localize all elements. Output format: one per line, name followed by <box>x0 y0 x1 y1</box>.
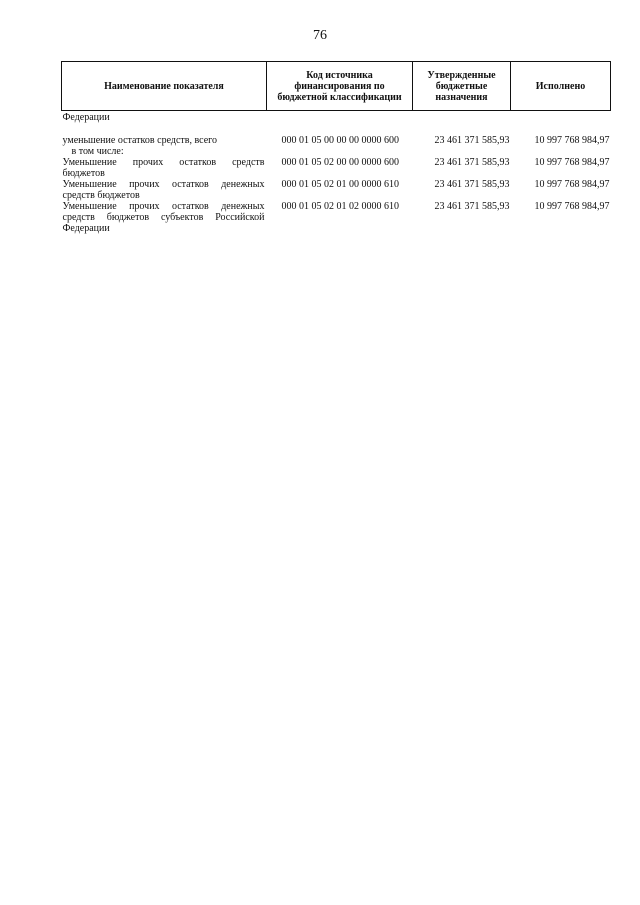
row-executed <box>511 146 611 157</box>
continuation-text: Федерации <box>62 112 110 123</box>
table-row <box>62 135 611 146</box>
row-executed: 10 997 768 984,97 <box>534 135 610 146</box>
row-approved: 23 461 371 585,93 <box>434 179 510 190</box>
budget-sources-table <box>61 61 611 234</box>
table-header <box>62 62 611 111</box>
table-row <box>62 201 611 234</box>
row-executed: 10 997 768 984,97 <box>534 179 610 190</box>
row-name: Уменьшение прочих остатков денежных средств бюджетов <box>62 179 265 201</box>
table-row <box>62 146 611 157</box>
row-spacer <box>62 125 611 135</box>
row-code: 000 01 05 02 00 00 0000 600 <box>281 157 399 168</box>
table-row <box>62 157 611 179</box>
row-code: 000 01 05 00 00 00 0000 600 <box>281 135 399 146</box>
table-body <box>62 111 611 235</box>
row-approved: 23 461 371 585,93 <box>434 135 510 146</box>
row-name: Уменьшение прочих остатков средств бюджетов <box>62 157 265 179</box>
header-executed: Исполнено <box>511 62 611 111</box>
row-approved: 23 461 371 585,93 <box>434 157 510 168</box>
row-executed: 10 997 768 984,97 <box>534 157 610 168</box>
row-name: уменьшение остатков средств, всего <box>62 135 218 146</box>
row-approved: 23 461 371 585,93 <box>434 201 510 212</box>
header-indicator-name: Наименование показателя <box>62 62 267 111</box>
row-executed: 10 997 768 984,97 <box>534 201 610 212</box>
header-classification-code: Код источника финансирования по бюджетной классификации <box>267 62 413 111</box>
page-number: 76 <box>313 28 327 43</box>
row-name: Уменьшение прочих остатков денежных средств бюджетов субъектов Российской Федерации <box>62 201 265 234</box>
row-code: 000 01 05 02 01 00 0000 610 <box>281 179 399 190</box>
row-code <box>267 146 413 157</box>
row-name: в том числе: <box>71 146 124 157</box>
header-approved-appropriations: Утвержденные бюджетные назначения <box>413 62 511 111</box>
table-row <box>62 179 611 201</box>
row-approved <box>413 146 511 157</box>
row-code: 000 01 05 02 01 02 0000 610 <box>281 201 399 212</box>
table-row <box>62 111 611 126</box>
